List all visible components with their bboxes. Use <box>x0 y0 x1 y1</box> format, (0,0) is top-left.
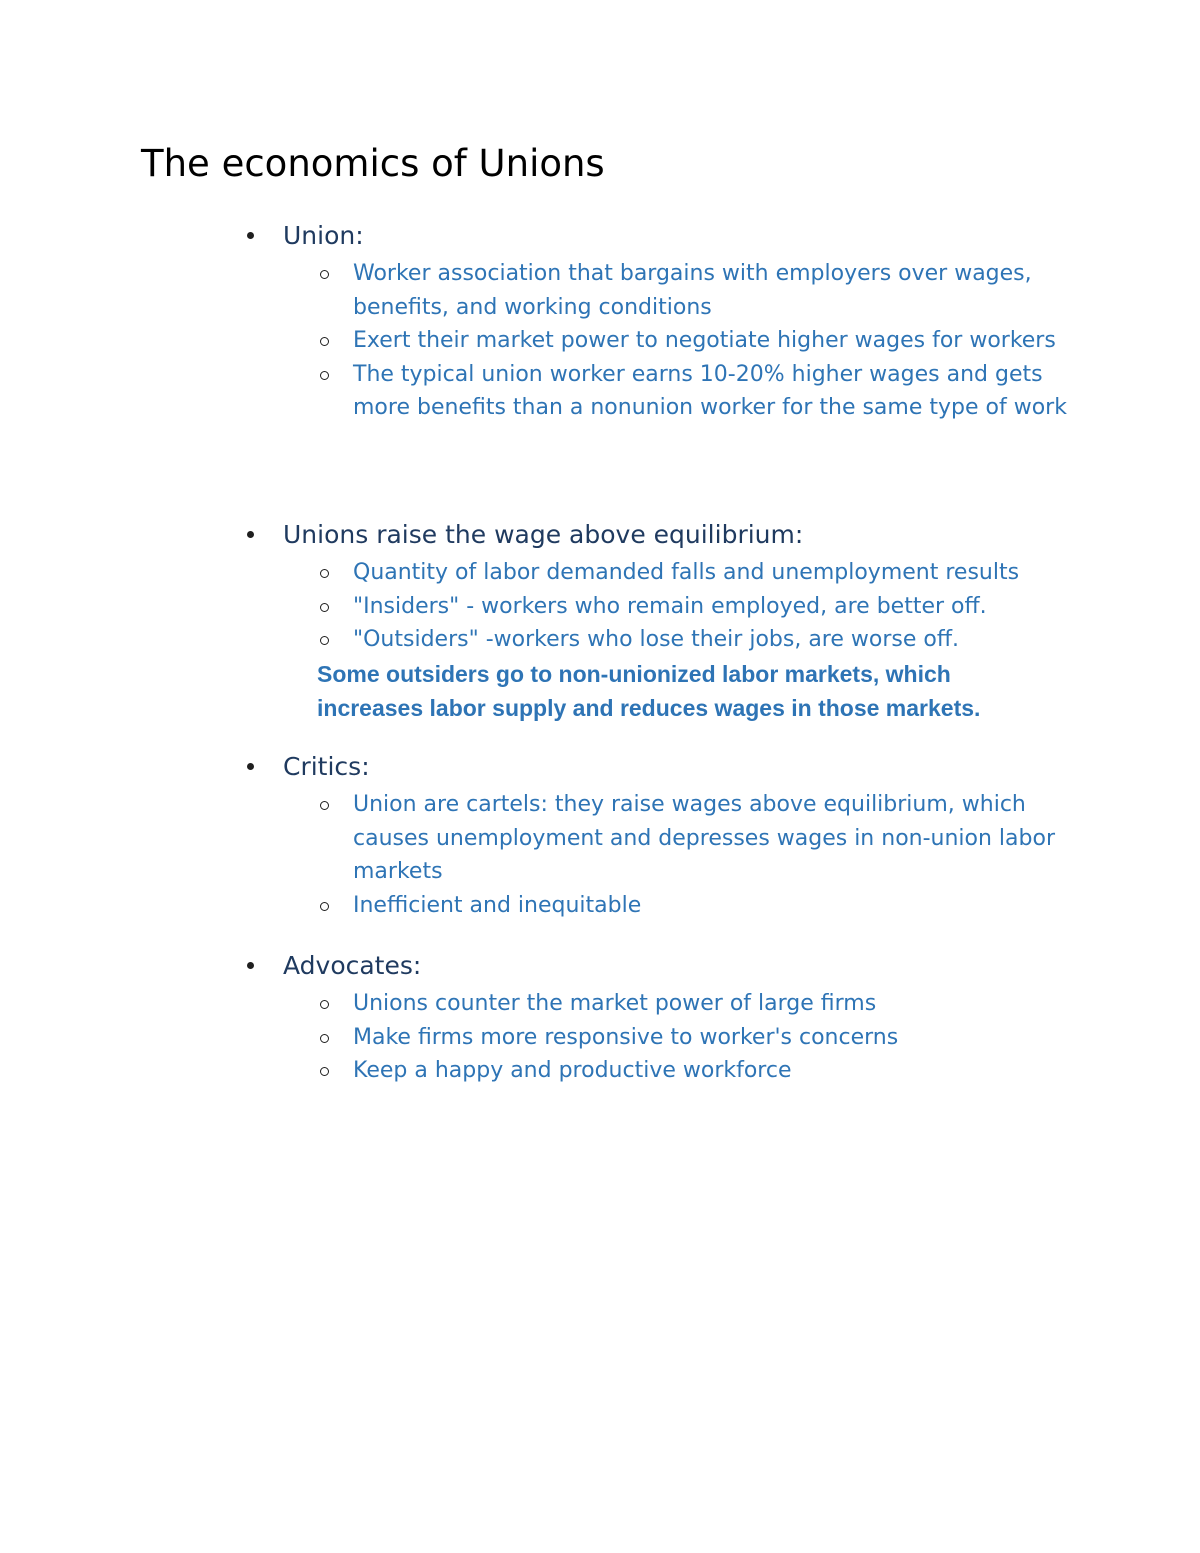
list-item-text: Inefficient and inequitable <box>353 892 642 918</box>
section-heading-row <box>0 949 1200 987</box>
list-item <box>0 257 1073 324</box>
section-wage-above-equilibrium <box>0 518 1200 725</box>
list-item <box>0 788 1073 889</box>
bullet-dot-icon <box>247 531 254 538</box>
document-title: The economics of Unions <box>141 142 605 185</box>
section-heading: Critics: <box>283 752 370 781</box>
section-critics <box>0 750 1200 922</box>
list-item <box>0 1054 1073 1088</box>
section-heading: Unions raise the wage above equilibrium: <box>283 520 804 549</box>
list-item <box>0 358 1073 425</box>
bullet-dot-icon <box>247 962 254 969</box>
section-items <box>0 987 1200 1088</box>
circle-bullet-icon <box>320 1000 329 1009</box>
list-item <box>0 987 1073 1021</box>
section-items <box>0 556 1200 657</box>
list-item <box>0 590 1073 624</box>
section-heading-row <box>0 219 1200 257</box>
circle-bullet-icon <box>320 603 329 612</box>
circle-bullet-icon <box>320 801 329 810</box>
list-item <box>0 324 1073 358</box>
list-item-text: Worker association that bargains with employers over wages, benefits, and working conditions <box>353 261 1032 320</box>
list-item <box>0 623 1073 657</box>
section-union <box>0 219 1200 425</box>
list-item <box>0 1021 1073 1055</box>
circle-bullet-icon <box>320 1034 329 1043</box>
list-item-text: Keep a happy and productive workforce <box>353 1058 792 1084</box>
section-items <box>0 788 1200 922</box>
list-item-text: The typical union worker earns 10-20% higher wages and gets more benefits than a nonunion worker for the same type of work <box>353 361 1067 421</box>
section-heading-row <box>0 518 1200 556</box>
circle-bullet-icon <box>320 1067 329 1076</box>
list-item-text: Make firms more responsive to worker's concerns <box>353 1024 899 1050</box>
list-item <box>0 889 1073 923</box>
section-heading: Advocates: <box>283 951 422 980</box>
circle-bullet-icon <box>320 337 329 346</box>
circle-bullet-icon <box>320 270 329 279</box>
list-item-text: Union are cartels: they raise wages above equilibrium, which causes unemployment and depresses wages in non-union labor markets <box>353 792 1055 885</box>
circle-bullet-icon <box>320 569 329 578</box>
section-advocates <box>0 949 1200 1088</box>
section-note: Some outsiders go to non-unionized labor markets, which increases labor supply and reduces wages in those markets. <box>317 660 981 721</box>
section-heading-row <box>0 750 1200 788</box>
bullet-dot-icon <box>247 232 254 239</box>
circle-bullet-icon <box>320 636 329 645</box>
list-item-text: "Insiders" - workers who remain employed, are better off. <box>353 593 987 619</box>
list-item-text: Unions counter the market power of large firms <box>353 991 877 1016</box>
section-heading: Union: <box>283 221 364 250</box>
circle-bullet-icon <box>320 902 329 911</box>
list-item-text: Quantity of labor demanded falls and unemployment results <box>353 560 1020 585</box>
list-item <box>0 556 1073 590</box>
bullet-dot-icon <box>247 763 254 770</box>
list-item-text: "Outsiders" -workers who lose their jobs, are worse off. <box>353 627 959 653</box>
list-item-text: Exert their market power to negotiate higher wages for workers <box>353 328 1056 354</box>
circle-bullet-icon <box>320 371 329 380</box>
section-items <box>0 257 1200 425</box>
